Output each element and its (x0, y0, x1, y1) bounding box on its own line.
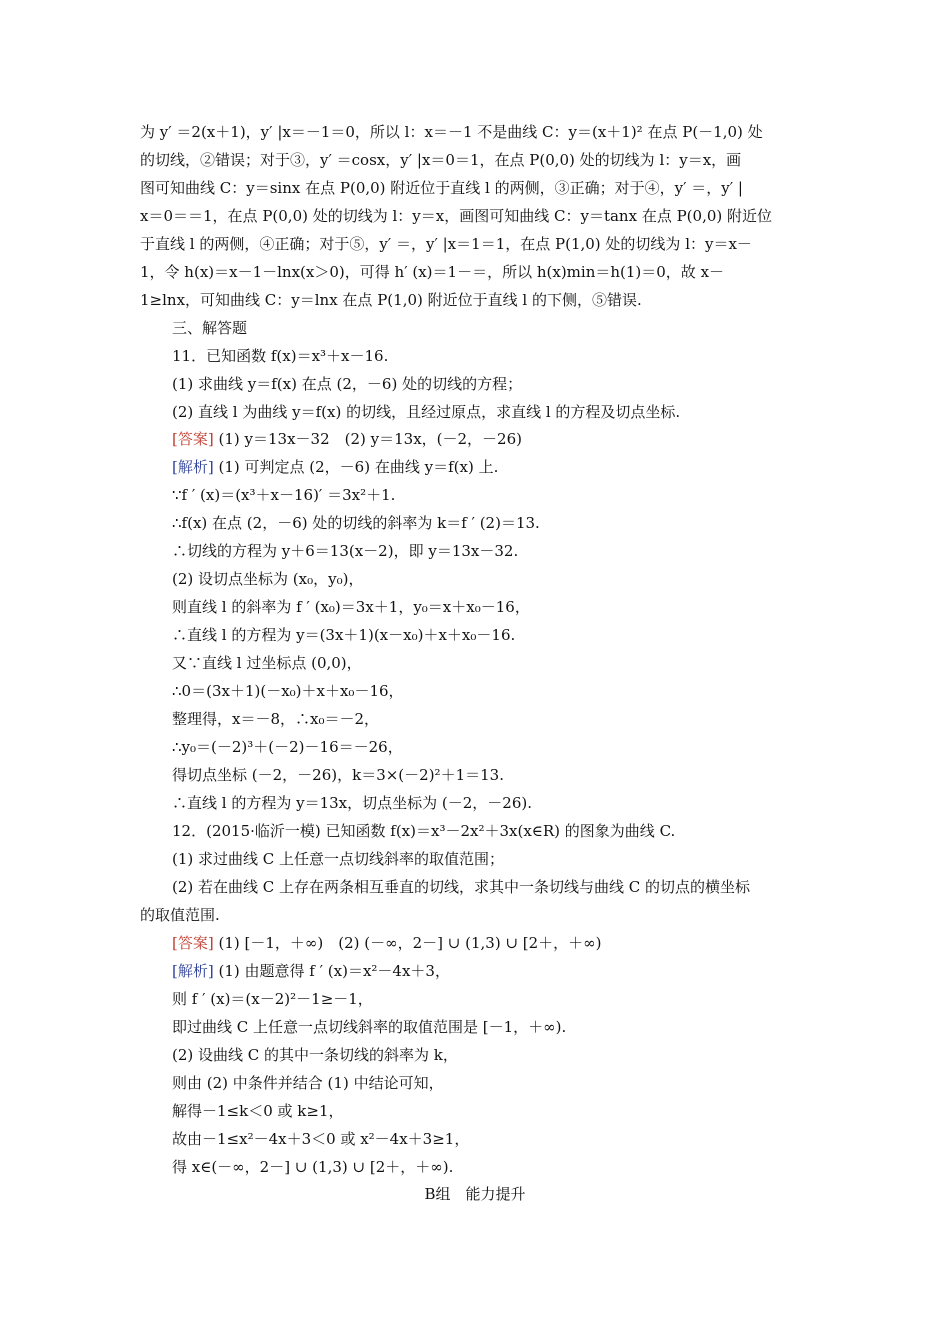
section-heading: B组 能力提升 (424, 1185, 526, 1203)
text-line: (2) 设曲线 C 的其中一条切线的斜率为 k， (172, 1046, 458, 1064)
explanation-tag: [解析] (172, 962, 214, 980)
text-line: 得切点坐标 (－2，－26)，k＝3×(－2)²＋1＝13. (172, 766, 504, 784)
text-line: 解得－1≤k＜0 或 k≥1， (172, 1102, 344, 1120)
text-line: ∴y₀＝(－2)³＋(－2)－16＝－26， (172, 738, 403, 756)
explanation-line (172, 456, 810, 480)
question-12: 12．(2015·临沂一模) 已知函数 f(x)＝x³－2x²＋3x(x∈R) 的图象为曲线 C. (172, 822, 676, 840)
text-line: 整理得，x＝－8，∴x₀＝－2， (172, 710, 380, 728)
text-line: 得 x∈(－∞，2－] ∪ (1,3) ∪ [2＋，＋∞). (172, 1158, 454, 1176)
text-line: 故由－1≤x²－4x＋3＜0 或 x²－4x＋3≥1， (172, 1130, 470, 1148)
answer-text: (1) [－1，＋∞) (2) (－∞，2－] ∪ (1,3) ∪ [2＋，＋∞) (218, 934, 602, 952)
text-line: x＝0＝＝1，在点 P(0,0) 处的切线为 l：y＝x，画图可知曲线 C：y＝tanx 在点 P(0,0) 附近位 (140, 207, 773, 225)
explanation-tag: [解析] (172, 458, 214, 476)
question-12-part-2: (2) 若在曲线 C 上存在两条相互垂直的切线，求其中一条切线与曲线 C 的切点的横坐标 (172, 878, 751, 896)
text-line: 即过曲线 C 上任意一点切线斜率的取值范围是 [－1，＋∞). (172, 1018, 567, 1036)
answer-tag: [答案] (172, 430, 214, 448)
text-line: 则直线 l 的斜率为 f ′ (x₀)＝3x＋1，y₀＝x＋x₀－16， (172, 598, 530, 616)
answer-line (172, 932, 810, 956)
text-line: 图可知曲线 C：y＝sinx 在点 P(0,0) 附近位于直线 l 的两侧，③正确；对于④，y′ ＝，y′ | (140, 179, 743, 197)
explanation-text: (1) 由题意得 f ′ (x)＝x²－4x＋3， (218, 962, 450, 980)
text-line: ∴直线 l 的方程为 y＝(3x＋1)(x－x₀)＋x＋x₀－16. (172, 626, 516, 644)
text-line: (2) 设切点坐标为 (x₀，y₀)， (172, 570, 364, 588)
question-11-part-2: (2) 直线 l 为曲线 y＝f(x) 的切线，且经过原点，求直线 l 的方程及切点坐标. (172, 403, 681, 421)
question-11: 11．已知函数 f(x)＝x³＋x－16. (172, 347, 389, 365)
text-line: ∴直线 l 的方程为 y＝13x，切点坐标为 (－2，－26). (172, 794, 532, 812)
text-line: 于直线 l 的两侧，④正确；对于⑤，y′ ＝，y′ |x＝1＝1，在点 P(1,0) 处的切线为 l：y＝x－ (140, 235, 752, 253)
text-line: ∴0＝(3x＋1)(－x₀)＋x＋x₀－16， (172, 682, 404, 700)
text-line: ∵f ′ (x)＝(x³＋x－16)′ ＝3x²＋1. (172, 486, 396, 504)
answer-tag: [答案] (172, 934, 214, 952)
answer-line (172, 428, 810, 452)
text-line: 1≥lnx，可知曲线 C：y＝lnx 在点 P(1,0) 附近位于直线 l 的下侧，⑤错误. (140, 291, 642, 309)
text-line: 的取值范围. (140, 906, 220, 924)
text-line: 1，令 h(x)＝x－1－lnx(x＞0)，可得 h′ (x)＝1－＝，所以 h(x)min＝h(1)＝0，故 x－ (140, 263, 725, 281)
explanation-text: (1) 可判定点 (2，－6) 在曲线 y＝f(x) 上. (218, 458, 499, 476)
text-line: 为 y′ ＝2(x＋1)，y′ |x＝－1＝0，所以 l：x＝－1 不是曲线 C：y＝(x＋1)² 在点 P(－1,0) 处 (140, 123, 763, 141)
text-line: 则由 (2) 中条件并结合 (1) 中结论可知， (172, 1074, 444, 1092)
question-12-part-1: (1) 求过曲线 C 上任意一点切线斜率的取值范围； (172, 850, 505, 868)
text-line: ∴f(x) 在点 (2，－6) 处的切线的斜率为 k＝f ′ (2)＝13. (172, 514, 540, 532)
question-11-part-1: (1) 求曲线 y＝f(x) 在点 (2，－6) 处的切线的方程； (172, 375, 523, 393)
answer-text: (1) y＝13x－32 (2) y＝13x，(－2，－26) (218, 430, 522, 448)
text-line: 的切线，②错误；对于③，y′ ＝cosx，y′ |x＝0＝1，在点 P(0,0) 处的切线为 l：y＝x，画 (140, 151, 742, 169)
text-line: 又∵直线 l 过坐标点 (0,0)， (172, 654, 362, 672)
text-line: ∴切线的方程为 y＋6＝13(x－2)，即 y＝13x－32. (172, 542, 519, 560)
section-heading: 三、解答题 (172, 319, 248, 337)
explanation-line (172, 960, 810, 984)
text-line: 则 f ′ (x)＝(x－2)²－1≥－1， (172, 990, 373, 1008)
